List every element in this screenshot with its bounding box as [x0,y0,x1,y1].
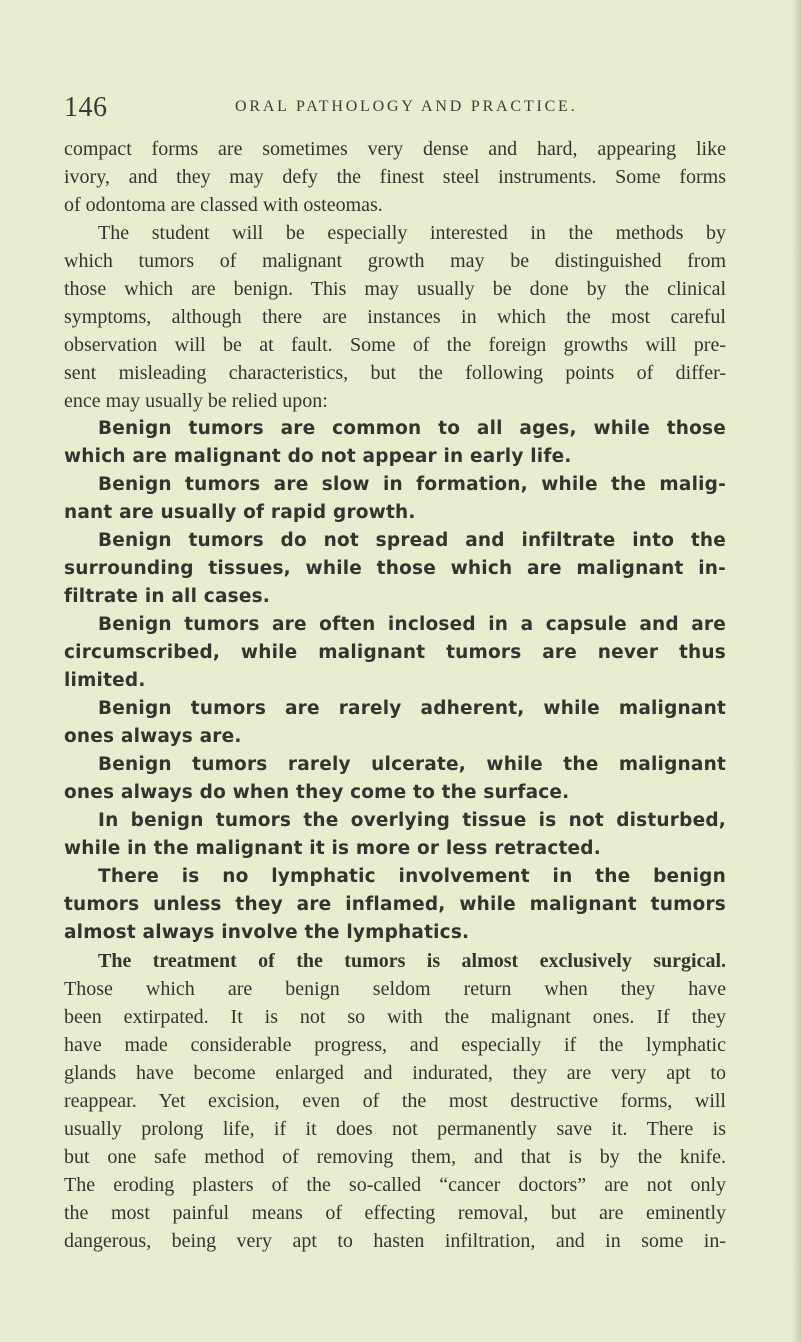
text-line: The eroding plasters of the so-called “cancer doctors” are not only [64,1174,726,1196]
text-line: Benign tumors do not spread and infiltrate into the [98,530,726,551]
running-head: ORAL PATHOLOGY AND PRACTICE. [235,98,578,115]
text-line: ones always do when they come to the surface. [64,782,570,803]
text-line: filtrate in all cases. [64,586,271,607]
text-line: Benign tumors are slow in formation, while the malig- [98,474,726,495]
text-line: glands have become enlarged and indurated, they are very apt to [64,1062,726,1084]
text-line: which tumors of malignant growth may be distinguished from [64,250,726,272]
text-line: reappear. Yet excision, even of the most destructive forms, will [64,1090,726,1112]
text-line: Benign tumors rarely ulcerate, while the malignant [98,754,726,775]
text-line: The student will be especially interested in the methods by [98,222,726,244]
text-line: circumscribed, while malignant tumors are never thus [64,642,726,663]
page-edge-shadow [791,0,801,1342]
page-number: 146 [64,92,108,123]
text-line: which are malignant do not appear in early life. [64,446,572,467]
text-line: In benign tumors the overlying tissue is not disturbed, [98,810,726,831]
text-line: symptoms, although there are instances in which the most careful [64,306,726,328]
text-line: Those which are benign seldom return when they have [64,978,726,1000]
text-line: Benign tumors are rarely adherent, while malignant [98,698,726,719]
text-line: the most painful means of effecting removal, but are eminently [64,1202,726,1224]
text-line: ence may usually be relied upon: [64,390,328,412]
text-line: have made considerable progress, and especially if the lymphatic [64,1034,726,1056]
text-line: ones always are. [64,726,242,747]
text-line: surrounding tissues, while those which are malignant in- [64,558,726,579]
text-line: usually prolong life, if it does not permanently save it. There is [64,1118,726,1140]
text-line: been extirpated. It is not so with the malignant ones. If they [64,1006,726,1028]
text-line: but one safe method of removing them, and that is by the knife. [64,1146,726,1168]
text-line: The treatment of the tumors is almost exclusively surgical. [98,950,726,972]
text-line: Benign tumors are common to all ages, while those [98,418,726,439]
text-line: compact forms are sometimes very dense and hard, appearing like [64,138,726,160]
text-line: dangerous, being very apt to hasten infiltration, and in some in- [64,1230,726,1252]
page-header [0,84,801,124]
text-line: almost always involve the lymphatics. [64,922,470,943]
text-line: of odontoma are classed with osteomas. [64,194,383,216]
text-line: those which are benign. This may usually be done by the clinical [64,278,726,300]
text-line: nant are usually of rapid growth. [64,502,416,523]
text-line: ivory, and they may defy the finest steel instruments. Some forms [64,166,726,188]
text-line: tumors unless they are inflamed, while malignant tumors [64,894,726,915]
text-line: Benign tumors are often inclosed in a capsule and are [98,614,726,635]
text-line: while in the malignant it is more or less retracted. [64,838,601,859]
text-line: observation will be at fault. Some of the foreign growths will pre- [64,334,726,356]
text-line: There is no lymphatic involvement in the benign [98,866,726,887]
text-line: limited. [64,670,146,691]
text-line: sent misleading characteristics, but the following points of differ- [64,362,726,384]
